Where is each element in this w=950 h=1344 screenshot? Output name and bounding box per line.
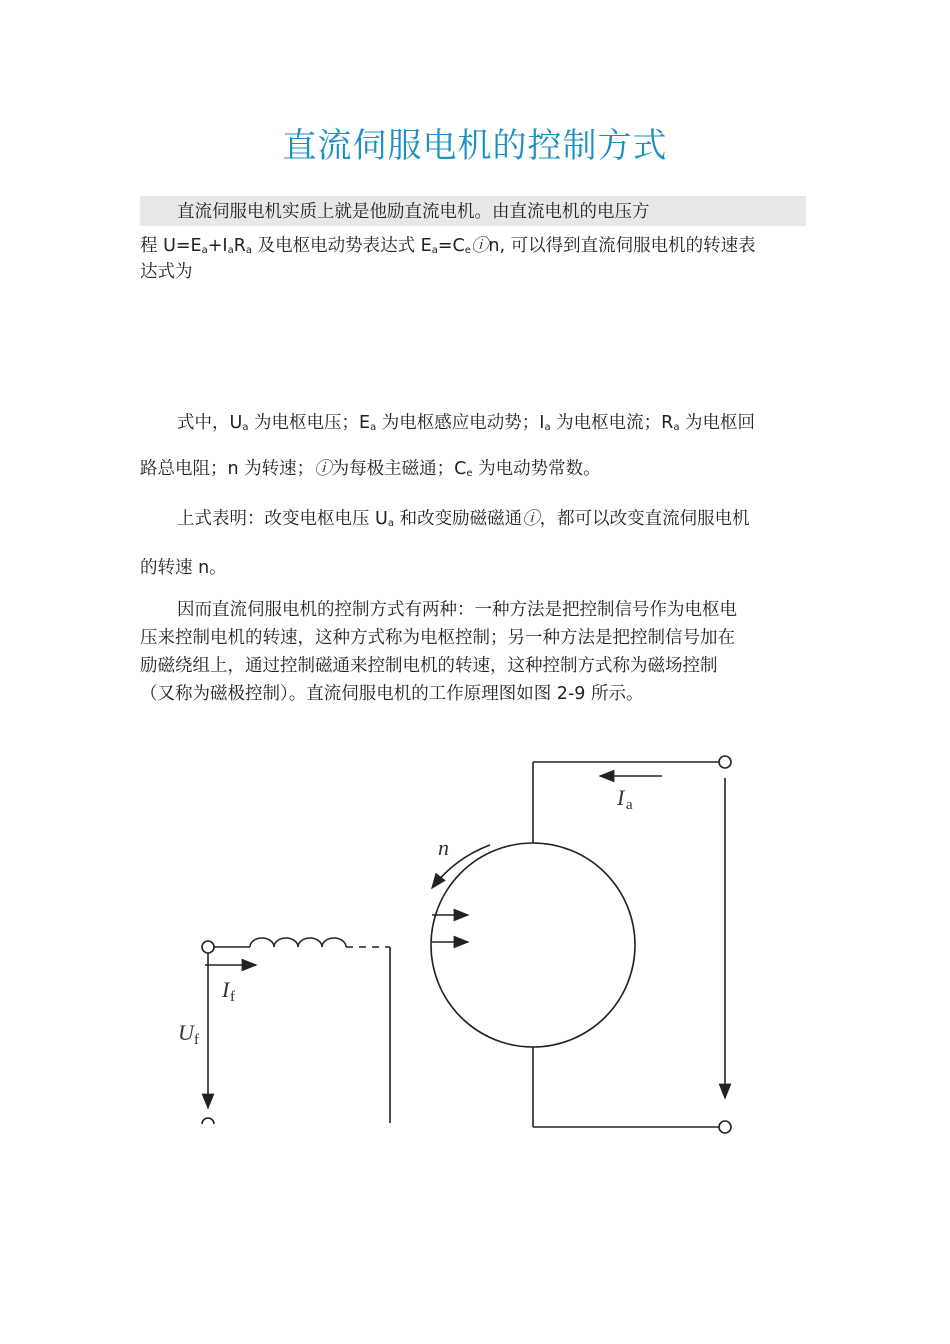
intro-text-2f: n, 可以得到直流伺服电机的转速表	[488, 236, 756, 256]
sub: e	[464, 245, 471, 256]
conclusion-text: 的转速 n。	[140, 558, 227, 578]
label-if-sub: f	[230, 989, 235, 1005]
def-text: 为每极主磁通；C	[331, 459, 467, 479]
sub: a	[387, 518, 395, 529]
def-text: 为电枢感应电动势；I	[376, 413, 545, 433]
sub: a	[673, 422, 680, 433]
phi-symbol: ⓘ	[522, 509, 540, 529]
sub: a	[201, 245, 208, 256]
sub: e	[466, 468, 473, 479]
field-coil	[250, 938, 346, 947]
sub: a	[544, 422, 551, 433]
label-uf-sub: f	[194, 1032, 199, 1048]
sub: a	[227, 245, 234, 256]
methods-text: （又称为磁极控制）。直流伺服电机的工作原理图如图 2-9 所示。	[140, 684, 644, 704]
conclusion-text: 上式表明：改变电枢电压 U	[177, 509, 388, 529]
def-text: 为电枢电流；R	[550, 413, 674, 433]
sub: a	[245, 245, 253, 256]
def-text: 式中，U	[177, 413, 243, 433]
phi-symbol: ⓘ	[314, 459, 332, 479]
page-title: 直流伺服电机的控制方式	[282, 126, 668, 166]
intro-text-2a: 程 U=E	[140, 236, 202, 256]
methods-text: 因而直流伺服电机的控制方式有两种：一种方法是把控制信号作为电枢电	[177, 600, 737, 620]
intro-text-2b: +I	[207, 236, 228, 256]
label-ia-sub: a	[626, 797, 633, 813]
def-text: 为电枢电压；E	[248, 413, 371, 433]
intro-text-1: 直流伺服电机实质上就是他励直流电机。由直流电机的电压方	[177, 202, 650, 222]
intro-text-2d: 及电枢电动势表达式 E	[252, 236, 432, 256]
methods-text: 压来控制电机的转速，这种方式称为电枢控制；另一种方法是把控制信号加在	[140, 628, 735, 648]
intro-text-2e: =C	[437, 236, 465, 256]
sub: a	[370, 422, 377, 433]
conclusion-text: ，都可以改变直流伺服电机	[539, 509, 750, 529]
def-text: 路总电阻；n 为转速；	[140, 459, 315, 479]
def-text: 为电枢回	[679, 413, 756, 433]
intro-text-3: 达式为	[140, 262, 193, 282]
terminal-bottom-right	[719, 1121, 731, 1133]
label-uf: U	[178, 1020, 194, 1045]
label-if: I	[222, 977, 230, 1002]
terminal-field-bottom	[202, 1118, 214, 1124]
label-ia: I	[617, 785, 625, 810]
terminal-field-top	[202, 941, 214, 953]
def-text: 为电动势常数。	[472, 459, 601, 479]
intro-text-2c: R	[233, 236, 246, 256]
armature-circle	[431, 843, 635, 1047]
terminal-top-right	[719, 756, 731, 768]
methods-text: 励磁绕组上，通过控制磁通来控制电机的转速，这种控制方式称为磁场控制	[140, 656, 718, 676]
phi-symbol: ⓘ	[470, 236, 489, 256]
label-n: n	[438, 835, 449, 860]
sub: a	[242, 422, 249, 433]
sub: a	[431, 245, 438, 256]
conclusion-text: 和改变励磁磁通	[394, 509, 523, 529]
